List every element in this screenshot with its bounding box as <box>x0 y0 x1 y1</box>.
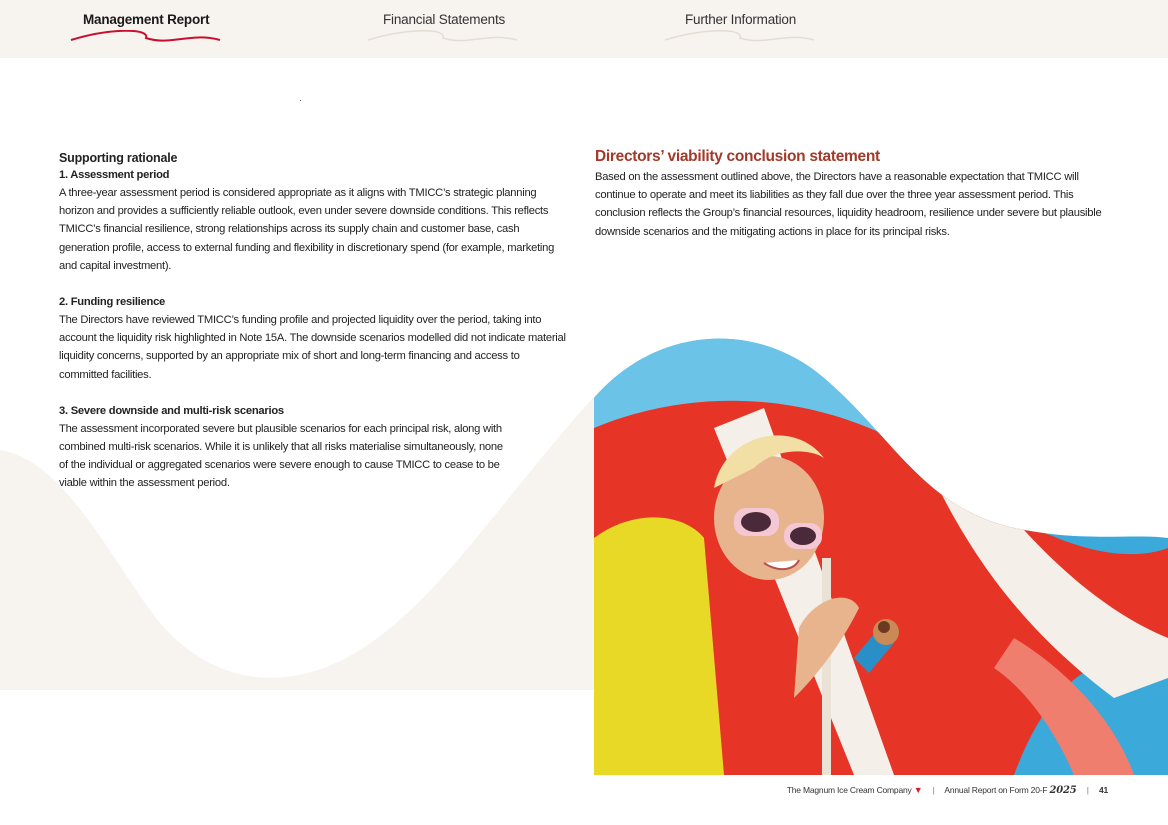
section-assessment-period <box>59 166 569 275</box>
viability-conclusion-body: Based on the assessment outlined above, the Directors have a reasonable expectation that TMICC will continue to operate and meet its liabilities as they fall due over the three year assessment period. This conclusion reflects the Group’s financial resources, liquidity headroom, resilience under severe but plausible downside scenarios and the mitigating actions in place for its principal risks. <box>595 171 1102 238</box>
footer-separator: | <box>1086 785 1089 795</box>
stray-dot <box>300 100 301 101</box>
page-number: 41 <box>1098 785 1108 795</box>
footer-separator: | <box>932 785 935 795</box>
viability-conclusion-heading: Directors’ viability conclusion statement <box>595 148 880 165</box>
footer-report: Annual Report on Form 20-F <box>944 785 1048 795</box>
footer-company: The Magnum Ice Cream Company <box>786 785 912 795</box>
section-body: The Directors have reviewed TMICC’s funding profile and projected liquidity over the period, taking into account the liquidity risk highlighted in Note 15A. The downside scenarios modelled did not indicate material liquidity concerns, supported by an appropriate mix of short and long-term financing and access to committed facilities. <box>59 314 566 381</box>
section-title: 2. Funding resilience <box>59 296 166 309</box>
section-severe-downside <box>59 402 569 493</box>
tab-management-report[interactable]: Management Report <box>83 12 210 27</box>
woman-umbrella-photo <box>594 338 1168 775</box>
section-funding-resilience <box>59 293 569 384</box>
section-body: The assessment incorporated severe but plausible scenarios for each principal risk, along with combined multi-risk scenarios. While it is unlikely that all risks materialise simultaneously, none of the individual or aggregated scenarios were severe enough to cause TMICC to cease to be viable within the assessment period. <box>59 422 503 490</box>
supporting-rationale-heading: Supporting rationale <box>59 151 178 165</box>
top-nav-bar <box>0 0 1168 58</box>
heart-logo-icon: ▼ <box>913 785 923 795</box>
active-tab-underline <box>70 30 222 46</box>
left-column <box>59 150 569 511</box>
section-body: A three-year assessment period is considered appropriate as it aligns with TMICC’s strategic planning horizon and provides a sufficiently reliable outlook, even under severe downside conditions. This reflects TMICC’s financial resilience, strong relationships across its supply chain and customer base, cash generation profile, access to external funding and flexibility in discretionary spend (for example, marketing and capital investment). <box>59 187 555 272</box>
tab-underline <box>367 30 519 46</box>
page-footer <box>787 785 1108 796</box>
tab-further-information[interactable]: Further Information <box>685 12 796 27</box>
tab-underline <box>664 30 816 46</box>
footer-year: 2025 <box>1049 785 1077 796</box>
section-title: 3. Severe downside and multi-risk scenarios <box>59 404 284 417</box>
section-title: 1. Assessment period <box>59 169 170 181</box>
tab-financial-statements[interactable]: Financial Statements <box>383 12 506 27</box>
right-column <box>595 148 1105 241</box>
